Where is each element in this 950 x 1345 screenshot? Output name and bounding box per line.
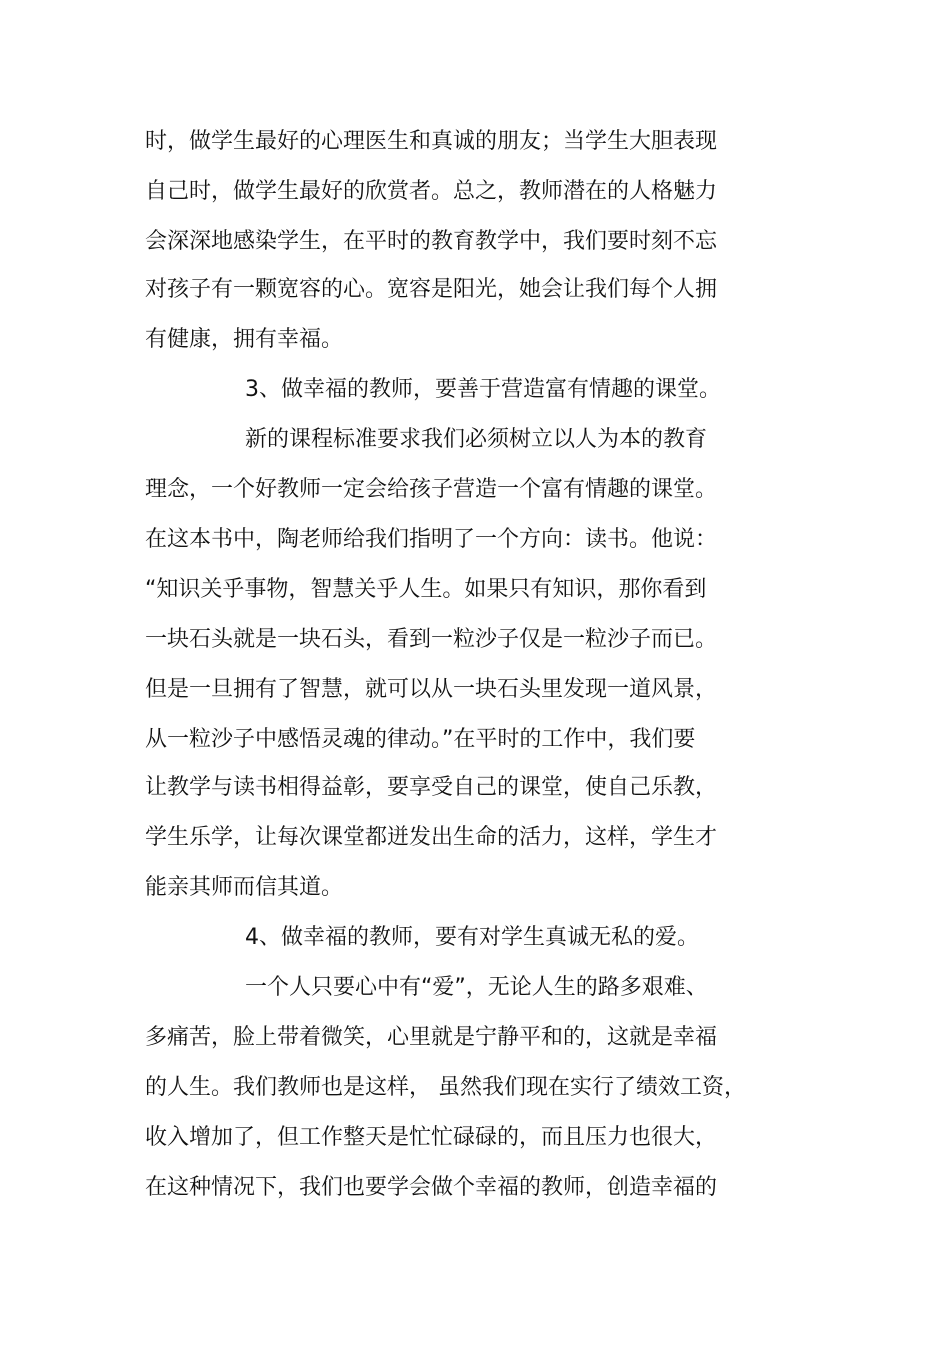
paragraph-first-line: 一个人只要心中有“爱”，无论人生的路多艰难、	[245, 975, 708, 1000]
text-line: “知识关乎事物，智慧关乎人生。如果只有知识，那你看到	[145, 577, 707, 602]
text-line: 学生乐学，让每次课堂都迸发出生命的活力，这样，学生才	[145, 825, 718, 850]
text-line: 让教学与读书相得益彰，要享受自己的课堂，使自己乐教，	[145, 775, 718, 800]
text-line: 但是一旦拥有了智慧，就可以从一块石头里发现一道风景，	[145, 677, 718, 702]
text-line: 在这本书中，陶老师给我们指明了一个方向：读书。他说：	[145, 527, 718, 552]
text-line: 有健康，拥有幸福。	[145, 327, 344, 352]
text-line: 自己时，做学生最好的欣赏者。总之，教师潜在的人格魅力	[145, 179, 718, 204]
text-line: 收入增加了，但工作整天是忙忙碌碌的，而且压力也很大，	[145, 1125, 718, 1150]
text-line: 一块石头就是一块石头，看到一粒沙子仅是一粒沙子而已。	[145, 627, 718, 652]
text-line: 多痛苦，脸上带着微笑，心里就是宁静平和的，这就是幸福	[145, 1025, 718, 1050]
section-heading-4: 4、做幸福的教师，要有对学生真诚无私的爱。	[245, 925, 699, 950]
text-line: 对孩子有一颗宽容的心。宽容是阳光，她会让我们每个人拥	[145, 277, 718, 302]
text-line: 理念，一个好教师一定会给孩子营造一个富有情趣的课堂。	[145, 477, 718, 502]
text-line: 时，做学生最好的心理医生和真诚的朋友；当学生大胆表现	[145, 129, 718, 154]
text-line: 从一粒沙子中感悟灵魂的律动。”在平时的工作中，我们要	[145, 727, 696, 752]
text-line: 会深深地感染学生，在平时的教育教学中，我们要时刻不忘	[145, 229, 718, 254]
text-line: 的人生。我们教师也是这样， 虽然我们现在实行了绩效工资，	[145, 1075, 746, 1100]
paragraph-first-line: 新的课程标准要求我们必须树立以人为本的教育	[245, 427, 708, 452]
text-line: 能亲其师而信其道。	[145, 875, 344, 900]
text-line: 在这种情况下，我们也要学会做个幸福的教师，创造幸福的	[145, 1175, 718, 1200]
section-heading-3: 3、做幸福的教师，要善于营造富有情趣的课堂。	[245, 377, 721, 402]
